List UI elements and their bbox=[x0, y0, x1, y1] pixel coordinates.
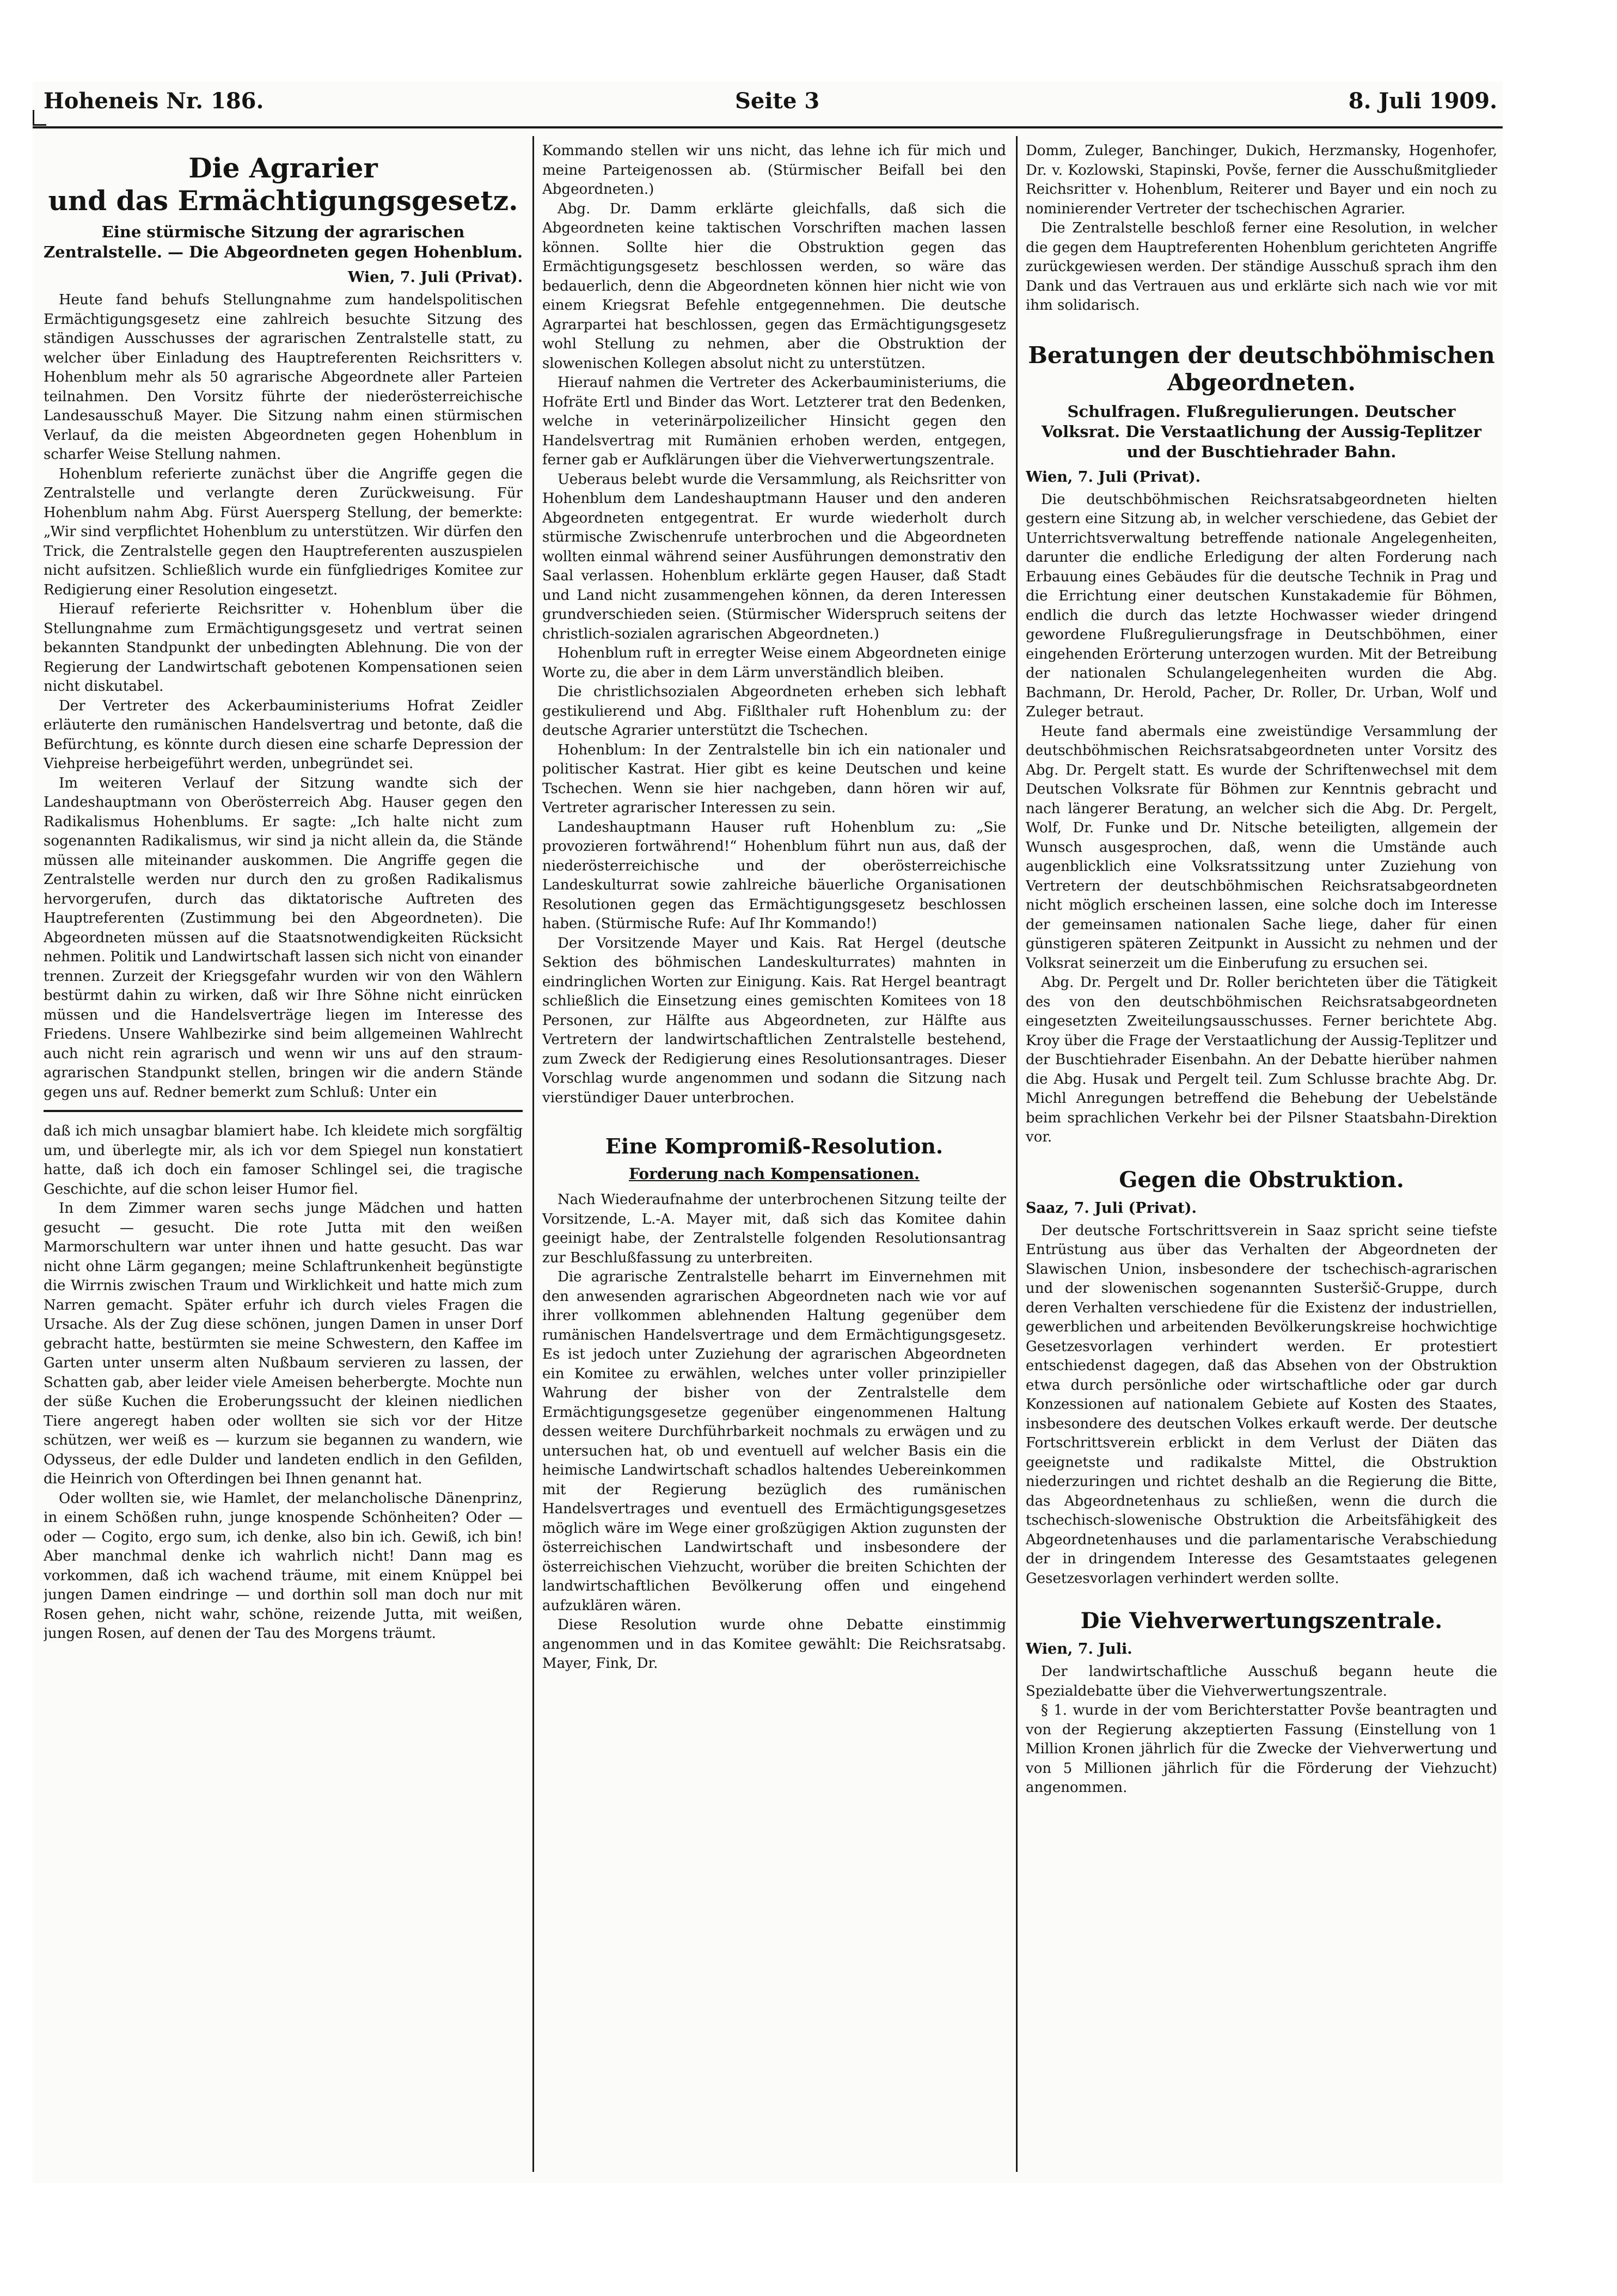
article-paragraph: Landeshauptmann Hauser ruft Hohenblum zu: „Sie provozieren fortwährend!“ Hohenblum führt nun aus, daß der niederösterreichische und der oberösterreichische Landeskulturrat sowie zahlreiche bäuerliche Organisationen Resolutionen gegen das Ermächtigungsgesetz beschlossen haben. (Stürmische Rufe: Auf Ihr Kommando!) bbox=[542, 819, 1006, 932]
masthead-issue: Hoheneis Nr. 186. bbox=[44, 88, 264, 114]
column-rule-1 bbox=[532, 136, 534, 2172]
article-dateline-viehverwertung: Wien, 7. Juli. bbox=[1026, 1641, 1132, 1657]
feuilleton-paragraph: Oder wollten sie, wie Hamlet, der melancholische Dänenprinz, in einem Schößen ruhn, junge knospende Schönheiten? Oder — oder — Cogito, ergo sum, ich denke, also bin ich. Gewiß, ich bin! Aber manchmal denke ich wahrlich nicht! Dann mag es vorkommen, daß ich wachend träume, mit einem Knüppel bei jungen Damen eindringe — und dorthin soll man doch nur mit Rosen gehen, nicht wahr, schöne, reizende Jutta, mit weißen, jungen Rosen, auf denen der Tau des Morgens träumt. bbox=[44, 1490, 523, 1642]
article-paragraph: Ueberaus belebt wurde die Versammlung, als Reichsritter von Hohenblum dem Landeshauptmann Hauser und den anderen Abgeordneten entgegentrat. Er wurde wiederholt durch stürmische Zwischenrufe unterbrochen und die Abgeordneten wollten einmal während seiner Ausführungen demonstrativ den Saal verlassen. Hohenblum erklärte gegen Hauser, daß Stadt und Land nicht zusammengehen können, da deren Interessen grundverschieden seien. (Stürmischer Widerspruch seitens der christlich-sozialen agrarischen Abgeordneten.) bbox=[542, 471, 1006, 642]
article-paragraph: Nach Wiederaufnahme der unterbrochenen Sitzung teilte der Vorsitzende, L.-A. Mayer mit, daß sich das Komitee dahin geeinigt habe, der Zentralstelle folgenden Resolutionsantrag zur Beschlußfassung zu unterbreiten. bbox=[542, 1192, 1006, 1266]
newspaper-page bbox=[33, 82, 1503, 2183]
masthead-page-number: Seite 3 bbox=[735, 88, 820, 114]
feuilleton-paragraph: In dem Zimmer waren sechs junge Mädchen und hatten gesucht — gesucht. Die rote Jutta mit den weißen Marmorschultern war unter ihnen und hatte gesucht. Das war nicht ohne Lärm gegangen; meine Schlaftrunkenheit begünstigte die Wirrnis zwischen Traum und Wirklichkeit und hatte mich zum Narren gemacht. Später erfuhr ich durch vieles Fragen die Ursache. Als der Zug diese schönen, jungen Damen in unser Dorf gebracht hatte, bestürmten sie meine Schwestern, den Kaffee im Garten unter unserm alten Nußbaum servieren zu lassen, der Schatten gab, aber leider viele Ameisen beherbergte. Mochte nun der süße Kuchen die Eroberungssucht der kleinen niedlichen Tiere angeregt haben oder wollten sie sich vor der Hitze schützen, wer weiß es — kurzum sie begannen zu wandern, wie Odysseus, der edle Dulder und landeten endlich in den Gefilden, die Heinrich von Ofterdingen bei Ihnen genannt hat. bbox=[44, 1200, 523, 1487]
article-paragraph: Der Vertreter des Ackerbauministeriums Hofrat Zeidler erläuterte den rumänischen Handelsvertrag und betonte, daß die Befürchtung, es könnte durch diesen eine scharfe Depression der Viehpreise herbeigeführt werden, unbegründet sei. bbox=[44, 697, 523, 772]
column-3 bbox=[1026, 142, 1497, 2177]
article-paragraph: § 1. wurde in der vom Berichterstatter Povše beantragten und von der Regierung akzeptierten Fassung (Einstellung von 1 Million Kronen jährlich für die Zwecke der Viehverwertung und von 5 Millionen jährlich für die Förderung der Viehzucht) angenommen. bbox=[1026, 1702, 1497, 1796]
column-2 bbox=[542, 142, 1006, 2177]
article-paragraph: Die Zentralstelle beschloß ferner eine Resolution, in welcher die gegen dem Hauptreferenten Hohenblum gerichteten Angriffe zurückgewiesen werden. Der ständige Ausschuß sprach ihm den Dank und das Vertrauen aus und erklärte sich nach wie vor mit ihm solidarisch. bbox=[1026, 220, 1497, 314]
article-dateline-agrarier: Wien, 7. Juli (Privat). bbox=[347, 269, 523, 286]
article-paragraph: Die agrarische Zentralstelle beharrt im Einvernehmen mit den anwesenden agrarischen Abgeordneten nach wie vor auf ihrer vollkommen ablehnenden Haltung gegenüber dem rumänischen Handelsvertrage und dem Ermächtigungsgesetz. Es ist jedoch unter Zuziehung der agrarischen Abgeordneten ein Komitee zu erwählen, welches unter voller prinzipieller Wahrung der bisher von der Zentralstelle dem Ermächtigungsgesetze gegenüber eingenommenen Haltung dessen weitere Durchführbarkeit nochmals zu erwägen und zu untersuchen hat, ob und eventuell auf welcher Basis ein die heimische Landwirtschaft schadlos haltendes Uebereinkommen mit der Regierung bezüglich des rumänischen Handelsvertrages und eventuell des Ermächtigungsgesetzes möglich wäre im Wege einer großzügigen Aktion zugunsten der österreichischen Landwirtschaft und insbesondere der österreichischen Viehzucht, worüber die breiten Schichten der landwirtschaftlichen Bevölkerung offen und eingehend aufzuklären wären. bbox=[542, 1269, 1006, 1614]
article-headline-obstruktion: Gegen die Obstruktion. bbox=[1119, 1167, 1404, 1193]
article-paragraph: Hierauf nahmen die Vertreter des Ackerbauministeriums, die Hofräte Ertl und Binder das Wort. Letzterer trat den Bedenken, welche in veterinärpolizeilicher Hinsicht gegen den Handelsvertrag mit Rumänien erhoben werden, entgegen, ferner gab er Aufklärungen über die Viehverwertungszentrale. bbox=[542, 375, 1006, 468]
article-paragraph: Die christlichsozialen Abgeordneten erheben sich lebhaft gestikulierend und Abg. Fißlthaler ruft Hohenblum zu: der deutsche Agrarier unterstützt die Tschechen. bbox=[542, 684, 1006, 739]
article-headline-beratungen: Beratungen der deutschböhmischen Abgeordneten. bbox=[1028, 341, 1495, 396]
article-headline-agrarier-line2: und das Ermächtigungsgesetz. bbox=[48, 185, 518, 217]
article-paragraph: Abg. Dr. Pergelt und Dr. Roller berichteten über die Tätigkeit des von den deutschböhmischen Reichsratsabgeordneten eingesetzten Zweiteilungsausschusses. Ferner berichtete Abg. Kroy über die Frage der Verstaatlichung der Aussig-Teplitzer und der Buschtiehrader Eisenbahn. An der Debatte hierüber nahmen die Abg. Husak und Pergelt teil. Zum Schlusse brachte Abg. Dr. Michl Anregungen betreffend die Behebung der Uebelstände beim sprachlichen Verkehr bei der Pilsner Staatsbahn-Direktion vor. bbox=[1026, 974, 1497, 1145]
article-headline-agrarier: Die Agrarier bbox=[188, 152, 378, 184]
article-dateline-obstruktion: Saaz, 7. Juli (Privat). bbox=[1026, 1199, 1197, 1217]
article-paragraph: Diese Resolution wurde ohne Debatte einstimmig angenommen und in das Komitee gewählt: Die Reichsratsabg. Mayer, Fink, Dr. bbox=[542, 1617, 1006, 1672]
feuilleton-rule bbox=[44, 1110, 523, 1112]
article-paragraph: Der Vorsitzende Mayer und Kais. Rat Hergel (deutsche Sektion des böhmischen Landeskulturrates) mahnten in eindringlichen Worten zur Einigung. Kais. Rat Hergel beantragt schließlich die Einsetzung eines gemischten Komitees von 18 Personen, zur Hälfte aus Abgeordneten, zur Hälfte aus Vertretern der landwirtschaftlichen Zentralstelle bestehend, zum Zweck der Redigierung eines Resolutionsantrages. Dieser Vorschlag wurde angenommen und sodann die Sitzung nach vierstündiger Dauer unterbrochen. bbox=[542, 935, 1006, 1106]
masthead-rule bbox=[33, 126, 1503, 128]
article-subhead-agrarier: Eine stürmische Sitzung der agrarischen Zentralstelle. — Die Abgeordneten gegen Hohenblum. bbox=[44, 223, 523, 261]
masthead bbox=[33, 82, 1503, 120]
article-dateline-beratungen: Wien, 7. Juli (Privat). bbox=[1026, 468, 1201, 486]
article-paragraph: Heute fand abermals eine zweistündige Versammlung der deutschböhmischen Reichsratsabgeordneten unter Vorsitz des Abg. Dr. Pergelt statt. Es wurde der Schriftenwechsel mit dem Deutschen Volksrate für Böhmen zur Kenntnis gebracht und nach längerer Beratung, an welcher sich die Abg. Dr. Pergelt, Wolf, Dr. Funke und Dr. Nitsche beteiligten, allgemein der Wunsch ausgesprochen, daß, wenn die Umstände auch augenblicklich eine Volksratssitzung unter Zuziehung von Vertretern der deutschböhmischen Reichsratsabgeordneten nicht möglich erscheinen lassen, eine solche doch im Interesse der gemeinsamen nationalen Sache liege, daher für einen günstigeren späteren Zeitpunkt in Aussicht zu nehmen und der Volksrat seinerzeit um die Einberufung zu ersuchen sei. bbox=[1026, 723, 1497, 972]
feuilleton-paragraph: daß ich mich unsagbar blamiert habe. Ich kleidete mich sorgfältig um, und überlegte mir, als ich vor dem Spiegel nun konstatiert hatte, daß ich doch ein famoser Schlingel sei, die tragische Geschichte, auf die schon leiser Humor fiel. bbox=[44, 1123, 523, 1198]
article-paragraph: Im weiteren Verlauf der Sitzung wandte sich der Landeshauptmann von Oberösterreich Abg. Hauser gegen den Radikalismus Hohenblums. Er sagte: „Ich halte nicht zum sogenannten Radikalismus, wir sind ja nicht allein da, die Stände müssen alle miteinander auskommen. Die Angriffe gegen die Zentralstelle werden nur durch den zu großen Radikalismus hervorgerufen, durch das diktatorische Auftreten des Hauptreferenten (Zustimmung bei den Abgeordneten). Die Abgeordneten müssen auf die Staatsnotwendigkeiten Rücksicht nehmen. Politik und Landwirtschaft lassen sich nicht von einander trennen. Zurzeit der Kriegsgefahr wurden wir von den Wählern bestürmt dahin zu wirken, daß wir Ihre Söhne nicht einrücken müssen und die Handelsverträge liegen im Interesse des Friedens. Unsere Wahlbezirke sind beim allgemeinen Wahlrecht auch nicht rein agrarisch und wenn wir uns auf den straum-agrarischen Standpunkt stellen, bringen wir die andern Stände gegen uns auf. Redner bemerkt zum Schluß: Unter ein bbox=[44, 775, 523, 1101]
article-headline-kompromiss: Eine Kompromiß-Resolution. bbox=[605, 1134, 944, 1158]
article-paragraph: Abg. Dr. Damm erklärte gleichfalls, daß sich die Abgeordneten keine taktischen Vorschriften machen lassen können. Sollte hier die Obstruktion gegen das Ermächtigungsgesetz beschlossen werden, so wäre das bedauerlich, denn die Abgeordneten können hier nicht wie von einem Kriegsrat Befehle entgegennehmen. Die deutsche Agrarpartei hat beschlossen, gegen das Ermächtigungsgesetz wohl Stellung zu nehmen, aber die Obstruktion der slowenischen Kollegen absolut nicht zu unterstützen. bbox=[542, 200, 1006, 372]
masthead-date: 8. Juli 1909. bbox=[1348, 88, 1497, 114]
article-paragraph: Domm, Zuleger, Banchinger, Dukich, Herzmansky, Hogenhofer, Dr. v. Kozlowski, Stapinski, Povše, ferner die Ausschußmitglieder Reichsritter v. Hohenblum, Reiterer und Bayer und ein noch zu nominierender Vertreter der tschechischen Agrarier. bbox=[1026, 143, 1497, 217]
article-paragraph: Der landwirtschaftliche Ausschuß begann heute die Spezialdebatte über die Viehverwertungszentrale. bbox=[1026, 1663, 1497, 1699]
article-paragraph: Hohenblum: In der Zentralstelle bin ich ein nationaler und politischer Kastrat. Hier gibt es keine Deutschen und keine Tschechen. Wenn sie hier nachgeben, dann hören wir auf, Vertreter agrarischer Interessen zu sein. bbox=[542, 741, 1006, 816]
article-paragraph: Hierauf referierte Reichsritter v. Hohenblum über die Stellungnahme zum Ermächtigungsgesetz und vertrat seinen bekannten Standpunkt der unbedingten Ablehnung. Die von der Regierung der Landwirtschaft gebotenen Kompensationen seien nicht diskutabel. bbox=[44, 601, 523, 695]
article-paragraph: Der deutsche Fortschrittsverein in Saaz spricht seine tiefste Entrüstung aus über das Verhalten der Abgeordneten der Slawischen Union, insbesondere der tschechisch-agrarischen und der slowenischen sogenannten Susteršič-Gruppe, durch deren Verhalten verschiedene für die Existenz der industriellen, gewerblichen und arbeitenden Bevölkerungskreise hochwichtige Gesetzesvorlagen verhindert werden. Er protestiert entschiedenst dagegen, daß das Absehen von der Obstruktion etwa durch persönliche oder wirtschaftliche oder gar durch Konzessionen auf nationalem Gebiete auf Kosten des Staates, insbesondere des deutschen Volkes erkauft werde. Der deutsche Fortschrittsverein erblickt in dem Verlust der Diäten das geeignetste und radikalste Mittel, die Obstruktion niederzuringen und richtet deshalb an die Regierung die Bitte, das Abgeordnetenhaus zu schließen, wenn die durch die tschechisch-slowenische Obstruktion die Arbeitsfähigkeit des Abgeordnetenhauses und die parlamentarische Verabschiedung der in dringendem Interesse des Gesamtstaates gelegenen Gesetzesvorlagen verhindert werden sollte. bbox=[1026, 1222, 1497, 1587]
column-1 bbox=[44, 142, 523, 2177]
article-paragraph: Die deutschböhmischen Reichsratsabgeordneten hielten gestern eine Sitzung ab, in welcher verschiedene, das Gebiet der Unterrichtsverwaltung betreffende nationale Angelegenheiten, darunter die endliche Erledigung der alten Forderung nach Erbauung eines Gebäudes für die deutsche Technik in Prag und die Errichtung einer deutschen Kunstakademie für Böhmen, endlich die durch das letzte Hochwasser wieder dringend gewordene Flußregulierungsfrage in Deutschböhmen, einer eingehenden Erörterung unterzogen wurden. Mit der Betreibung der nationalen Schulangelegenheiten wurden die Abg. Bachmann, Dr. Herold, Pacher, Dr. Roller, Dr. Urban, Wolf und Zuleger betraut. bbox=[1026, 491, 1497, 720]
article-paragraph: Kommando stellen wir uns nicht, das lehne ich für mich und meine Parteigenossen ab. (Stürmischer Beifall bei den Abgeordneten.) bbox=[542, 143, 1006, 198]
article-subhead-beratungen: Schulfragen. Flußregulierungen. Deutscher Volksrat. Die Verstaatlichung der Aussig-Teplitzer und der Buschtiehrader Bahn. bbox=[1041, 402, 1482, 461]
article-paragraph: Hohenblum referierte zunächst über die Angriffe gegen die Zentralstelle und verlangte deren Zurückweisung. Für Hohenblum nahm Abg. Fürst Auersperg Stellung, der bemerkte: „Wir sind verpflichtet Hohenblum zu unterstützen. Wir dürfen den Trick, die Zentralstelle gegen den Hauptreferenten auszuspielen nicht aufsitzen. Schließlich wurde ein fünfgliedriges Komitee zur Redigierung einer Resolution eingesetzt. bbox=[44, 465, 523, 598]
article-subhead-kompromiss: Forderung nach Kompensationen. bbox=[629, 1165, 920, 1183]
column-rule-2 bbox=[1016, 136, 1018, 2172]
article-headline-viehverwertung: Die Viehverwertungszentrale. bbox=[1080, 1608, 1443, 1634]
article-paragraph: Heute fand behufs Stellungnahme zum handelspolitischen Ermächtigungsgesetz eine zahlreich besuchte Sitzung des ständigen Ausschusses der agrarischen Zentralstelle statt, zu welcher über Einladung des Hauptreferenten Reichsritters v. Hohenblum mehr als 50 agrarische Abgeordnete aller Parteien teilnahmen. Den Vorsitz führte der niederösterreichische Landesausschuß Mayer. Die Sitzung nahm einen stürmischen Verlauf, da die meisten Abgeordneten gegen Hohenblum in scharfer Weise Stellung nahmen. bbox=[44, 292, 523, 463]
corner-mark bbox=[33, 110, 46, 126]
article-paragraph: Hohenblum ruft in erregter Weise einem Abgeordneten einige Worte zu, die aber in dem Lärm unverständlich bleiben. bbox=[542, 645, 1006, 681]
